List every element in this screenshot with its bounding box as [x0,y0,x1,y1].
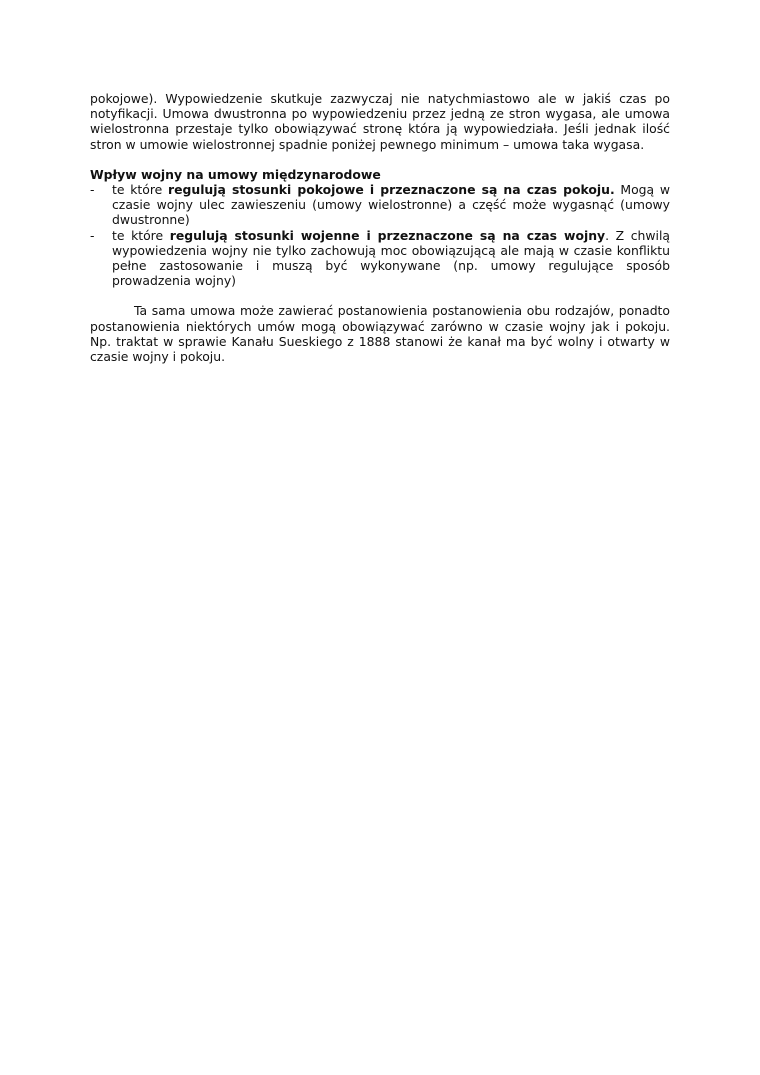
bullet-suffix: . Z chwilą wypowiedzenia wojny nie tylko zachowują moc obowiązującą ale mają w czasie konfliktu pełne zastosowanie i muszą być wykonywane (np. umowy regulujące sposób prowadzenia wojny) [112,227,670,289]
list-item [90,228,670,289]
bullet-suffix: Mogą w czasie wojny ulec zawieszeniu (umowy wielostronne) a część może wygasnąć (umowy dwustronne) [112,182,670,228]
intro-paragraph: pokojowe). Wypowiedzenie skutkuje zazwyczaj nie natychmiastowo ale w jakiś czas po notyfikacji. Umowa dwustronna po wypowiedzeniu przez jedną ze stron wygasa, ale umowa wielostronna przestaje tylko obowiązywać stronę która ją wypowiedziała. Jeśli jednak ilość stron w umowie wielostronnej spadnie poniżej pewnego minimum – umowa taka wygasa. [90,91,670,152]
document-page [90,91,670,364]
bullet-dash: - [90,227,95,243]
list-item [90,182,670,228]
bullet-prefix: te które [112,182,168,198]
bullet-dash: - [90,182,95,198]
bullet-bold-text: regulują stosunki pokojowe i przeznaczone są na czas pokoju. [167,182,615,198]
section-heading: Wpływ wojny na umowy międzynarodowe [90,166,381,182]
bullet-bold-text: regulują stosunki wojenne i przeznaczone są na czas wojny [169,227,606,243]
bullet-list [90,182,670,288]
bullet-prefix: te które [112,227,170,243]
closing-paragraph: Ta sama umowa może zawierać postanowienia postanowienia obu rodzajów, ponadto postanowienia niektórych umów mogą obowiązywać zarówno w czasie wojny jak i pokoju. Np. traktat w sprawie Kanału Sueskiego z 1888 stanowi że kanał ma być wolny i otwarty w czasie wojny i pokoju. [90,303,670,365]
